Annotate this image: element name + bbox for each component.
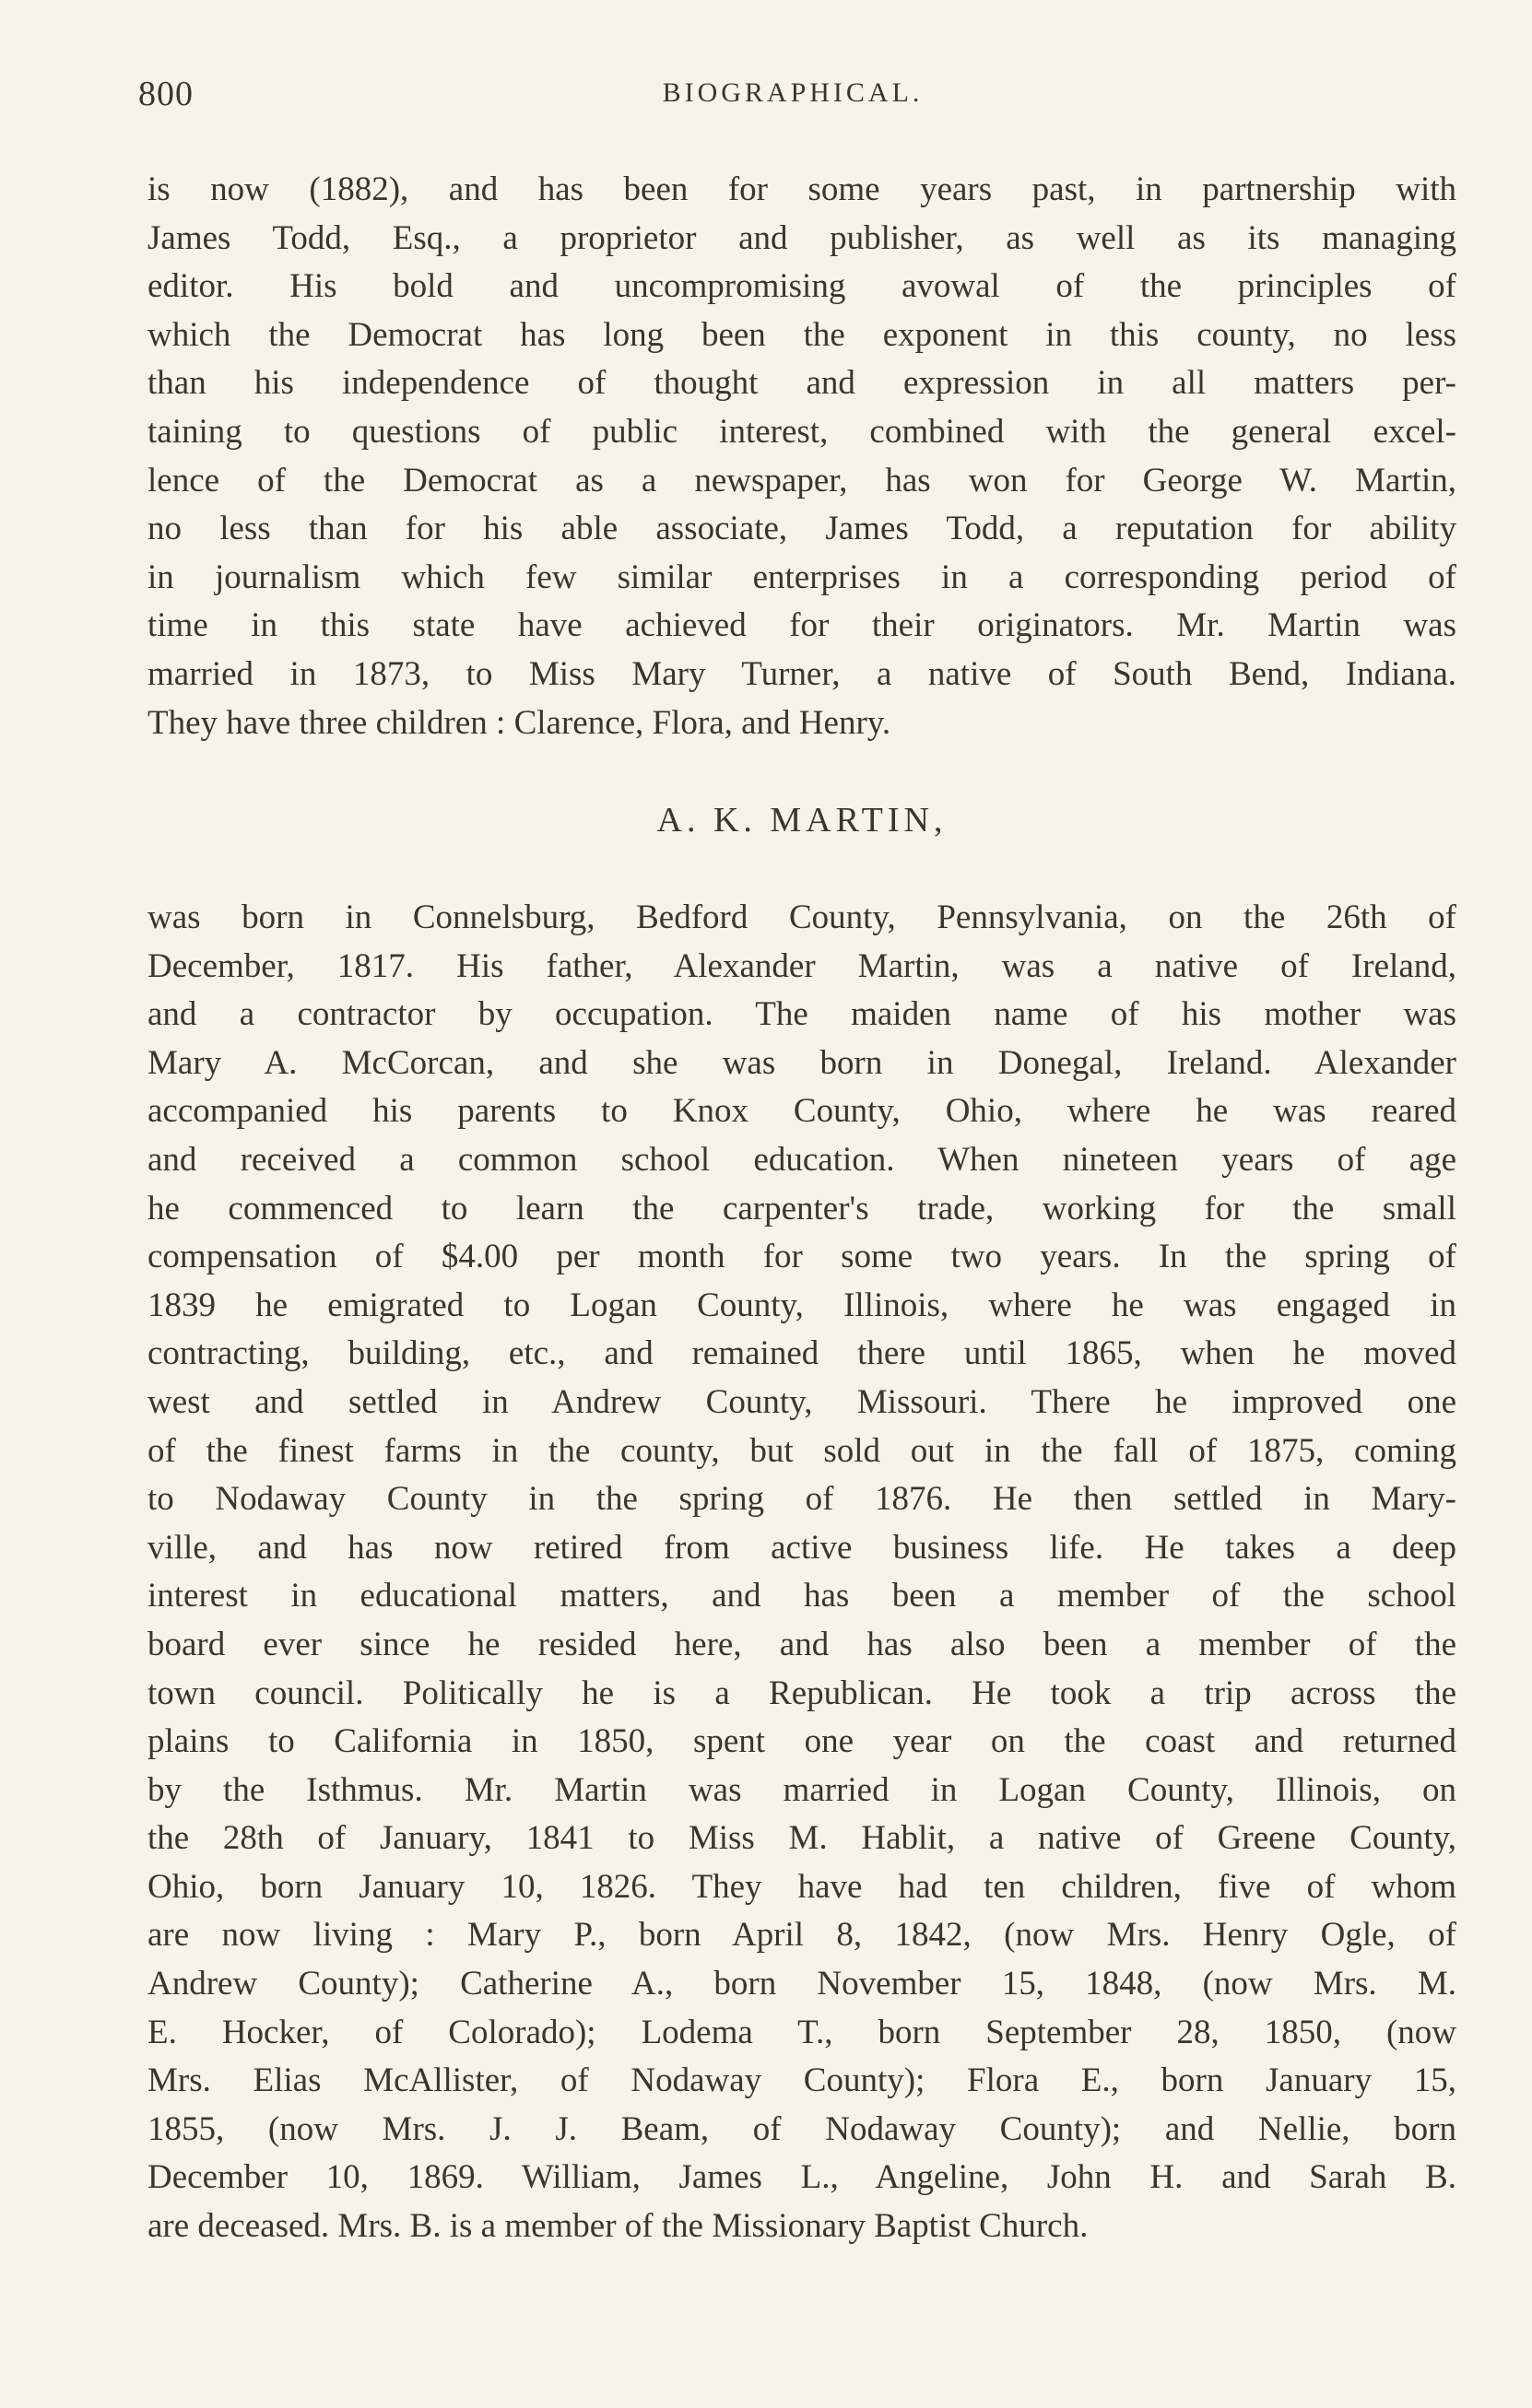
text-line: 1839 he emigrated to Logan County, Illinois, where he was engaged in	[147, 1286, 1456, 1324]
paragraph-martin-george	[147, 166, 1456, 747]
section-heading: A. K. MARTIN,	[656, 801, 948, 840]
text-line: and received a common school education. When nineteen years of age	[147, 1140, 1456, 1179]
text-line: plains to California in 1850, spent one year on the coast and returned	[147, 1722, 1456, 1761]
text-line: E. Hocker, of Colorado); Lodema T., born September 28, 1850, (now	[147, 2013, 1456, 2051]
text-line: the 28th of January, 1841 to Miss M. Hablit, a native of Greene County,	[147, 1819, 1456, 1858]
text-line: ville, and has now retired from active business life. He takes a deep	[147, 1528, 1456, 1567]
text-line: lence of the Democrat as a newspaper, has won for George W. Martin,	[147, 461, 1456, 499]
text-line: in journalism which few similar enterprises in a corresponding period of	[147, 558, 1456, 596]
text-line: They have three children : Clarence, Flora, and Henry.	[147, 703, 891, 742]
text-line: interest in educational matters, and has been a member of the school	[147, 1577, 1456, 1615]
text-line: was born in Connelsburg, Bedford County, Pennsylvania, on the 26th of	[147, 899, 1456, 936]
text-line: compensation of $4.00 per month for some two years. In the spring of	[147, 1238, 1456, 1276]
running-head	[138, 74, 1447, 129]
text-line: by the Isthmus. Mr. Martin was married in Logan County, Illinois, on	[147, 1770, 1456, 1809]
text-line: married in 1873, to Miss Mary Turner, a native of South Bend, Indiana.	[147, 654, 1456, 693]
text-line: board ever since he resided here, and has also been a member of the	[147, 1625, 1456, 1663]
text-line: December, 1817. His father, Alexander Martin, was a native of Ireland,	[147, 946, 1456, 985]
text-line: accompanied his parents to Knox County, Ohio, where he was reared	[147, 1092, 1456, 1131]
text-line: are now living : Mary P., born April 8, 1842, (now Mrs. Henry Ogle, of	[147, 1916, 1456, 1955]
text-line: town council. Politically he is a Republican. He took a trip across the	[147, 1674, 1456, 1712]
text-line: 1855, (now Mrs. J. J. Beam, of Nodaway County); and Nellie, born	[147, 2109, 1456, 2148]
running-head-title: BIOGRAPHICAL.	[662, 77, 924, 108]
text-line: editor. His bold and uncompromising avowal of the principles of	[147, 267, 1456, 306]
text-line: contracting, building, etc., and remained there until 1865, when he moved	[147, 1334, 1456, 1373]
text-line: Mrs. Elias McAllister, of Nodaway County); Flora E., born January 15,	[147, 2061, 1456, 2100]
text-line: Mary A. McCorcan, and she was born in Donegal, Ireland. Alexander	[147, 1043, 1456, 1082]
text-line: of the finest farms in the county, but sold out in the fall of 1875, coming	[147, 1431, 1456, 1470]
text-line: to Nodaway County in the spring of 1876. He then settled in Mary-	[147, 1480, 1456, 1519]
text-line: Andrew County); Catherine A., born November 15, 1848, (now Mrs. M.	[147, 1965, 1456, 2003]
text-line: and a contractor by occupation. The maiden name of his mother was	[147, 995, 1456, 1034]
paragraph-martin-ak	[147, 894, 1456, 2251]
page-number: 800	[138, 75, 194, 113]
text-line: are deceased. Mrs. B. is a member of the Missionary Baptist Church.	[147, 2207, 1089, 2246]
text-line: he commenced to learn the carpenter's trade, working for the small	[147, 1189, 1456, 1227]
text-line: is now (1882), and has been for some years past, in partnership with	[147, 170, 1456, 208]
text-line: time in this state have achieved for their originators. Mr. Martin was	[147, 606, 1456, 645]
text-line: James Todd, Esq., a proprietor and publisher, as well as its managing	[147, 218, 1456, 257]
text-line: west and settled in Andrew County, Missouri. There he improved one	[147, 1382, 1456, 1421]
text-line: which the Democrat has long been the exponent in this county, no less	[147, 315, 1456, 354]
text-line: Ohio, born January 10, 1826. They have had ten children, five of whom	[147, 1867, 1456, 1906]
text-line: no less than for his able associate, James Todd, a reputation for ability	[147, 510, 1456, 548]
text-line: taining to questions of public interest, combined with the general excel-	[147, 412, 1456, 451]
text-line: December 10, 1869. William, James L., Angeline, John H. and Sarah B.	[147, 2158, 1456, 2197]
text-line: than his independence of thought and expression in all matters per-	[147, 364, 1456, 403]
